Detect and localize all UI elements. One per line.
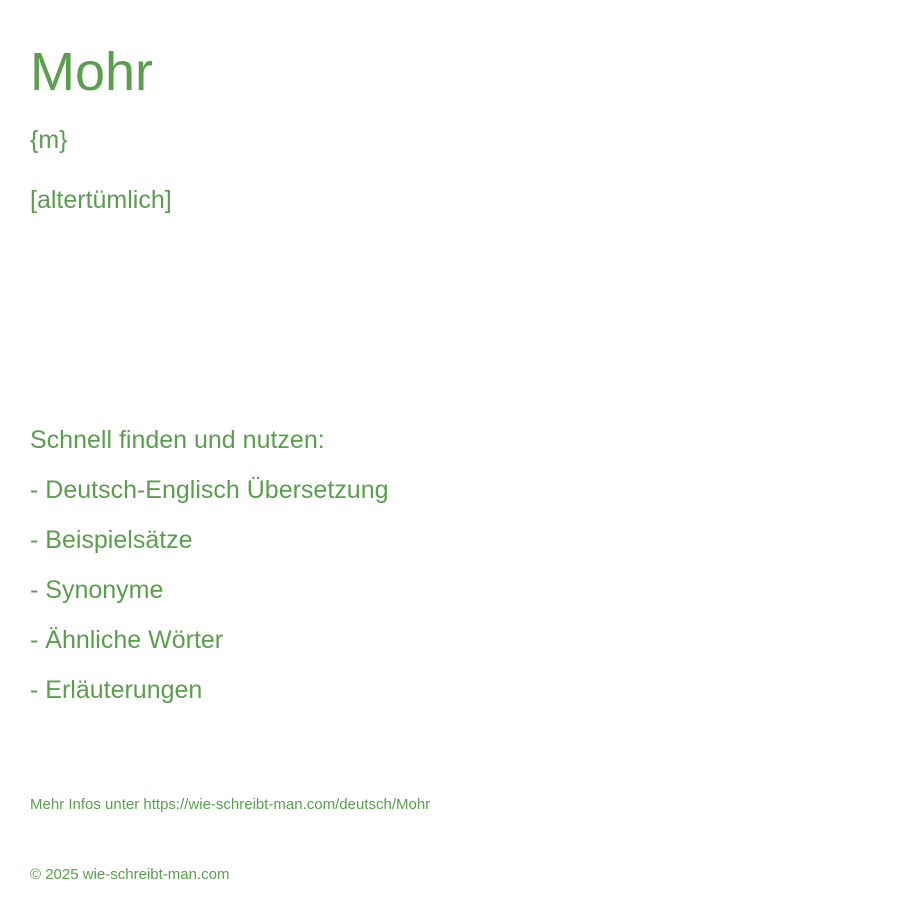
more-info-link-text: Mehr Infos unter https://wie-schreibt-man.com/deutsch/Mohr [30,796,431,813]
usage-register: [altertümlich] [30,186,172,214]
feature-item-explanations: - Erläuterungen [30,676,203,704]
copyright-notice: © 2025 wie-schreibt-man.com [30,866,230,883]
word-title: Mohr [30,42,154,102]
feature-item-example-sentences: - Beispielsätze [30,526,193,554]
features-list [30,474,389,724]
features-heading: Schnell finden und nutzen: [30,426,325,454]
grammatical-gender: {m} [30,126,68,154]
feature-item-translation: - Deutsch-Englisch Übersetzung [30,476,389,504]
feature-item-synonyms: - Synonyme [30,576,164,604]
feature-item-similar-words: - Ähnliche Wörter [30,626,224,654]
